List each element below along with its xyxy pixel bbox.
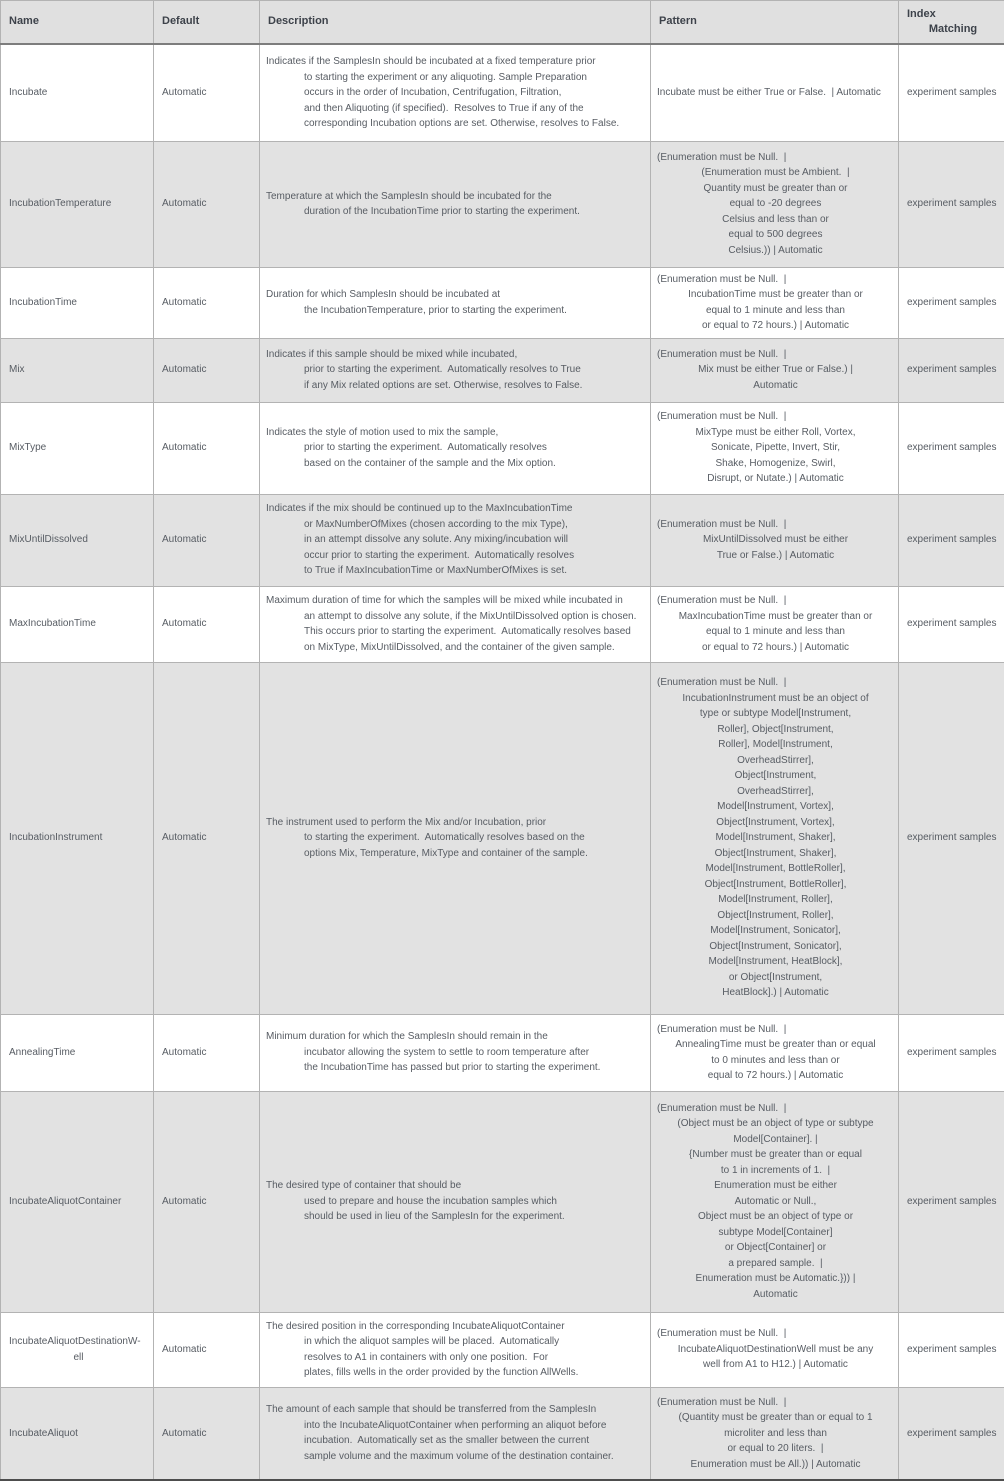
cell-index-matching: experiment samples [899,1312,1004,1387]
cell-index-matching: experiment samples [899,338,1004,402]
cell-pattern: (Enumeration must be Null. | (Object must be an object of type or subtype Model[Container]. | {Number must be greater than or equal to 1 in increments of 1. | Enumeration must be either Automatic or Null., Object must be an object of type or subtype Model[Container] or Object[Container] or a prepared sample. | Enumeration must be Automatic.})) | Automatic [651,1091,899,1312]
cell-name: IncubationTemperature [1,141,154,267]
cell-pattern: (Enumeration must be Null. | IncubateAliquotDestinationWell must be any well from A1 to H12.) | Automatic [651,1312,899,1387]
cell-name: MixUntilDissolved [1,494,154,586]
cell-default: Automatic [154,44,260,141]
cell-index-matching: experiment samples [899,494,1004,586]
table-row [1,586,1004,662]
cell-index-matching: experiment samples [899,402,1004,494]
cell-index-matching: experiment samples [899,1387,1004,1480]
cell-name: MixType [1,402,154,494]
header-row [1,1,1004,45]
cell-pattern: Incubate must be either True or False. | Automatic [651,44,899,141]
table-row [1,267,1004,338]
cell-default: Automatic [154,402,260,494]
column-header-pattern: Pattern [651,1,899,45]
cell-pattern: (Enumeration must be Null. | (Enumeration must be Ambient. | Quantity must be greater than or equal to -20 degrees Celsius and less than or equal to 500 degrees Celsius.)) | Automatic [651,141,899,267]
table-row [1,494,1004,586]
cell-description: Duration for which SamplesIn should be incubated at the IncubationTemperature, prior to starting the experiment. [260,267,651,338]
cell-description: Temperature at which the SamplesIn should be incubated for the duration of the IncubationTime prior to starting the experiment. [260,141,651,267]
cell-description: Maximum duration of time for which the samples will be mixed while incubated in an attempt to dissolve any solute, if the MixUntilDissolved option is chosen. This occurs prior to starting the experiment. Automatically resolves based on MixType, MixUntilDissolved, and the container of the given sample. [260,586,651,662]
cell-name: IncubateAliquotDestinationW- ell [1,1312,154,1387]
cell-default: Automatic [154,1387,260,1480]
cell-default: Automatic [154,1091,260,1312]
table-row [1,1091,1004,1312]
table-row [1,44,1004,141]
table-row [1,662,1004,1014]
cell-pattern: (Enumeration must be Null. | (Quantity must be greater than or equal to 1 microliter and less than or equal to 20 liters. | Enumeration must be All.)) | Automatic [651,1387,899,1480]
cell-default: Automatic [154,494,260,586]
cell-default: Automatic [154,1312,260,1387]
cell-index-matching: experiment samples [899,662,1004,1014]
cell-description: Minimum duration for which the SamplesIn should remain in the incubator allowing the system to settle to room temperature after the IncubationTime has passed but prior to starting the experiment. [260,1014,651,1091]
cell-description: The desired position in the corresponding IncubateAliquotContainer in which the aliquot samples will be placed. Automatically resolves to A1 in containers with only one position. For plates, fills wells in the order provided by the function AllWells. [260,1312,651,1387]
cell-description: The amount of each sample that should be transferred from the SamplesIn into the IncubateAliquotContainer when performing an aliquot before incubation. Automatically set as the smaller between the current sample volume and the maximum volume of the destination container. [260,1387,651,1480]
cell-index-matching: experiment samples [899,267,1004,338]
cell-default: Automatic [154,1014,260,1091]
cell-name: IncubateAliquotContainer [1,1091,154,1312]
cell-pattern: (Enumeration must be Null. | MixUntilDissolved must be either True or False.) | Automatic [651,494,899,586]
column-header-name: Name [1,1,154,45]
cell-index-matching: experiment samples [899,1014,1004,1091]
cell-default: Automatic [154,662,260,1014]
cell-description: Indicates if the mix should be continued up to the MaxIncubationTime or MaxNumberOfMixes (chosen according to the mix Type), in an attempt dissolve any solute. Any mixing/incubation will occur prior to starting the experiment. Automatically resolves to True if MaxIncubationTime or MaxNumberOfMixes is set. [260,494,651,586]
cell-default: Automatic [154,267,260,338]
column-header-default: Default [154,1,260,45]
cell-description: The desired type of container that should be used to prepare and house the incubation samples which should be used in lieu of the SamplesIn for the experiment. [260,1091,651,1312]
cell-name: IncubationInstrument [1,662,154,1014]
cell-default: Automatic [154,586,260,662]
table-row [1,1312,1004,1387]
cell-index-matching: experiment samples [899,141,1004,267]
cell-pattern: (Enumeration must be Null. | Mix must be either True or False.) | Automatic [651,338,899,402]
column-header-description: Description [260,1,651,45]
cell-name: Mix [1,338,154,402]
cell-index-matching: experiment samples [899,1091,1004,1312]
cell-pattern: (Enumeration must be Null. | MaxIncubationTime must be greater than or equal to 1 minute and less than or equal to 72 hours.) | Automatic [651,586,899,662]
cell-name: Incubate [1,44,154,141]
cell-name: IncubateAliquot [1,1387,154,1480]
cell-index-matching: experiment samples [899,44,1004,141]
table-row [1,1387,1004,1480]
table-row [1,1014,1004,1091]
table-row [1,141,1004,267]
cell-description: Indicates if this sample should be mixed while incubated, prior to starting the experiment. Automatically resolves to True if any Mix related options are set. Otherwise, resolves to False. [260,338,651,402]
table-row [1,338,1004,402]
cell-pattern: (Enumeration must be Null. | MixType must be either Roll, Vortex, Sonicate, Pipette, Invert, Stir, Shake, Homogenize, Swirl, Disrupt, or Nutate.) | Automatic [651,402,899,494]
cell-index-matching: experiment samples [899,586,1004,662]
cell-pattern: (Enumeration must be Null. | AnnealingTime must be greater than or equal to 0 minutes and less than or equal to 72 hours.) | Automatic [651,1014,899,1091]
cell-name: MaxIncubationTime [1,586,154,662]
cell-description: Indicates the style of motion used to mix the sample, prior to starting the experiment. Automatically resolves based on the container of the sample and the Mix option. [260,402,651,494]
cell-pattern: (Enumeration must be Null. | IncubationInstrument must be an object of type or subtype Model[Instrument, Roller], Object[Instrument, Roller], Model[Instrument, OverheadStirrer], Object[Instrument, OverheadStirrer], Model[Instrument, Vortex], Object[Instrument, Vortex], Model[Instrument, Shaker], Object[Instrument, Shaker], Model[Instrument, BottleRoller], Object[Instrument, BottleRoller], Model[Instrument, Roller], Object[Instrument, Roller], Model[Instrument, Sonicator], Object[Instrument, Sonicator], Model[Instrument, HeatBlock], or Object[Instrument, HeatBlock].) | Automatic [651,662,899,1014]
cell-default: Automatic [154,141,260,267]
table-row [1,402,1004,494]
cell-pattern: (Enumeration must be Null. | IncubationTime must be greater than or equal to 1 minute and less than or equal to 72 hours.) | Automatic [651,267,899,338]
cell-description: Indicates if the SamplesIn should be incubated at a fixed temperature prior to starting the experiment or any aliquoting. Sample Preparation occurs in the order of Incubation, Centrifugation, Filtration, and then Aliquoting (if specified). Resolves to True if any of the corresponding Incubation options are set. Otherwise, resolves to False. [260,44,651,141]
cell-default: Automatic [154,338,260,402]
column-header-index-matching: Index Matching [899,1,1004,45]
cell-name: IncubationTime [1,267,154,338]
cell-name: AnnealingTime [1,1014,154,1091]
cell-description: The instrument used to perform the Mix and/or Incubation, prior to starting the experiment. Automatically resolves based on the options Mix, Temperature, MixType and container of the sample. [260,662,651,1014]
